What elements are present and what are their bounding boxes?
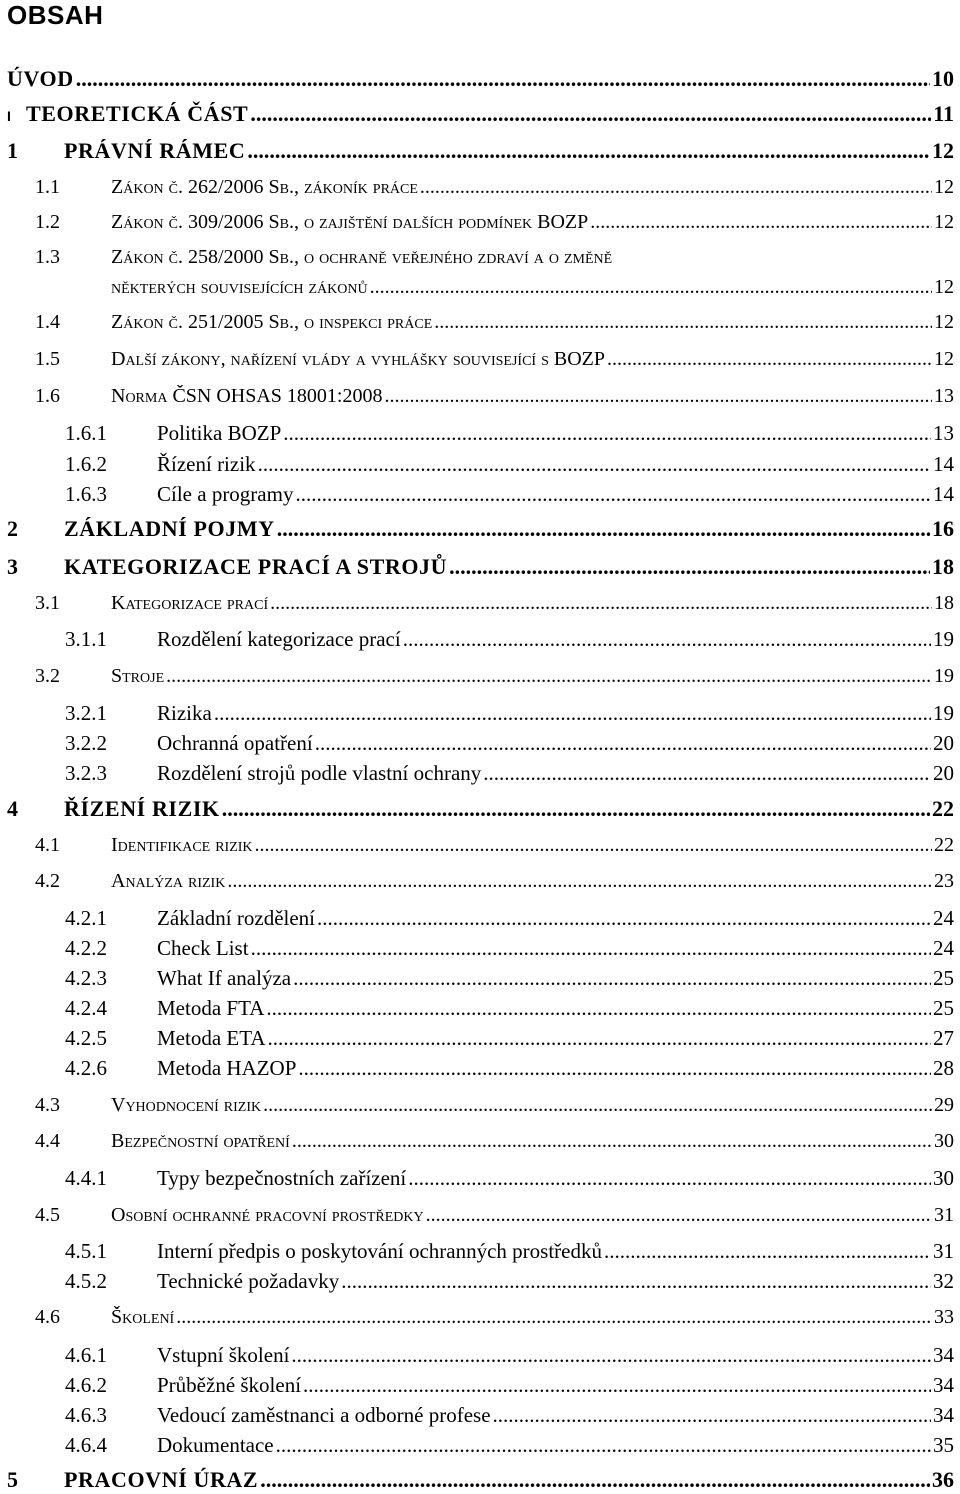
toc-leader-dots (283, 421, 931, 446)
toc-leader-dots (268, 1026, 931, 1051)
toc-page-number: 12 (934, 276, 954, 298)
toc-entry[interactable] (7, 516, 954, 542)
toc-number: 4.4 (35, 1130, 60, 1152)
toc-title: Metoda HAZOP (157, 1056, 297, 1080)
toc-entry[interactable] (65, 1056, 954, 1081)
toc-number: 3.2.1 (65, 701, 107, 725)
toc-number: I (7, 108, 11, 124)
toc-title: Stroje (111, 665, 165, 687)
toc-leader-dots (266, 996, 931, 1021)
toc-title: PRÁVNÍ RÁMEC (64, 138, 246, 163)
toc-page-number: 12 (934, 311, 954, 333)
toc-number: 3.2.2 (65, 731, 107, 755)
toc-leader-dots (260, 1467, 930, 1493)
toc-page-number: 25 (933, 996, 954, 1020)
toc-number: 4 (7, 796, 18, 821)
toc-leader-dots (420, 176, 932, 199)
toc-title: Check List (157, 936, 249, 960)
toc-number: 4.5.1 (65, 1239, 107, 1263)
toc-number: 1.6.2 (65, 452, 107, 476)
toc-leader-dots (276, 1433, 931, 1458)
toc-leader-dots (434, 311, 932, 334)
toc-leader-dots (604, 1239, 931, 1264)
toc-number: 1 (7, 138, 18, 163)
toc-leader-dots (250, 101, 931, 127)
toc-leader-dots (166, 665, 932, 688)
toc-entry[interactable] (65, 1403, 954, 1428)
toc-number: 4.2.4 (65, 996, 107, 1020)
toc-page-number: 23 (934, 870, 954, 892)
toc-number: 4.1 (35, 834, 60, 856)
toc-leader-dots (255, 834, 932, 857)
toc-entry[interactable] (65, 966, 954, 991)
toc-title: Rizika (157, 701, 212, 725)
toc-entry[interactable] (65, 1166, 954, 1191)
toc-number: 1.6.3 (65, 482, 107, 506)
toc-leader-dots (295, 482, 931, 507)
toc-page-number: 19 (933, 627, 954, 651)
toc-entry-continuation[interactable] (111, 276, 954, 299)
toc-title: Rozdělení strojů podle vlastní ochrany (157, 761, 482, 785)
toc-page-number: 22 (932, 796, 954, 821)
toc-title: Politika BOZP (157, 421, 282, 445)
toc-title: Zákon č. 258/2000 Sb., o ochraně veřejného zdraví a o změně (111, 246, 613, 268)
toc-page-number: 13 (933, 421, 954, 445)
toc-entry[interactable] (35, 1130, 954, 1153)
toc-leader-dots (449, 554, 930, 580)
toc-title: Řízení rizik (157, 452, 256, 476)
toc-title: Vstupní školení (157, 1343, 290, 1367)
toc-leader-dots (277, 516, 930, 542)
toc-number: 1.2 (35, 211, 60, 233)
toc-leader-dots (258, 452, 931, 477)
toc-page-number: 30 (934, 1130, 954, 1152)
toc-number: 4.4.1 (65, 1166, 107, 1190)
toc-page-number: 16 (932, 516, 954, 541)
toc-page-number: 20 (933, 761, 954, 785)
toc-page-number: 13 (934, 385, 954, 407)
toc-number: 4.6.4 (65, 1433, 107, 1457)
toc-title: TEORETICKÁ ČÁST (26, 101, 249, 126)
toc-title: Vyhodnocení rizik (111, 1094, 262, 1116)
toc-leader-dots (247, 138, 930, 164)
toc-leader-dots (493, 1403, 931, 1428)
toc-number: 4.5.2 (65, 1269, 107, 1293)
toc-number: 1.4 (35, 311, 60, 333)
toc-leader-dots (483, 761, 931, 786)
toc-page-number: 24 (933, 936, 954, 960)
toc-entry[interactable] (7, 138, 954, 164)
toc-page-number: 12 (934, 176, 954, 198)
toc-entry[interactable] (65, 421, 954, 446)
toc-leader-dots (298, 1056, 931, 1081)
toc-number: 4.6 (35, 1306, 60, 1328)
toc-leader-dots (317, 906, 931, 931)
toc-page-number: 33 (934, 1306, 954, 1328)
toc-title: KATEGORIZACE PRACÍ A STROJŮ (64, 554, 448, 579)
toc-title: Základní rozdělení (157, 906, 316, 930)
toc-title: What If analýza (157, 966, 292, 990)
toc-number: 4.2.5 (65, 1026, 107, 1050)
toc-page-number: 24 (933, 906, 954, 930)
toc-entry[interactable] (65, 627, 954, 652)
toc-entry[interactable] (65, 452, 954, 477)
toc-number: 4.2.3 (65, 966, 107, 990)
toc-leader-dots (293, 966, 931, 991)
toc-number: 1.6 (35, 385, 60, 407)
toc-page-number: 19 (934, 665, 954, 687)
toc-leader-dots (263, 1094, 932, 1117)
toc-entry[interactable] (65, 1433, 954, 1458)
toc-leader-dots (408, 1166, 931, 1191)
toc-number: 4.6.2 (65, 1373, 107, 1397)
toc-number: 4.2 (35, 870, 60, 892)
toc-page-number: 34 (933, 1373, 954, 1397)
toc-entry[interactable] (65, 1239, 954, 1264)
toc-number: 4.5 (35, 1204, 60, 1226)
toc-number: 4.6.3 (65, 1403, 107, 1427)
toc-leader-dots (403, 627, 931, 652)
toc-title: Zákon č. 309/2006 Sb., o zajištění dalších podmínek BOZP (111, 211, 589, 233)
toc-entry[interactable] (7, 796, 954, 822)
toc-leader-dots (341, 1269, 931, 1294)
toc-leader-dots (76, 66, 930, 92)
toc-page-number: 14 (933, 452, 954, 476)
toc-leader-dots (385, 385, 933, 408)
toc-entry[interactable] (35, 211, 954, 234)
toc-title: Norma ČSN OHSAS 18001:2008 (111, 385, 383, 407)
page-title: OBSAH (7, 0, 104, 30)
toc-leader-dots (370, 276, 932, 299)
toc-title: ŘÍZENÍ RIZIK (64, 796, 220, 821)
toc-number: 4.6.1 (65, 1343, 107, 1367)
toc-entry[interactable] (35, 665, 954, 688)
toc-title: Školení (111, 1306, 175, 1328)
toc-title: některých souvisejících zákonů (111, 276, 368, 298)
toc-number: 1.1 (35, 176, 60, 198)
toc-entry[interactable] (65, 1343, 954, 1368)
toc-entry[interactable] (65, 761, 954, 786)
toc-page-number: 34 (933, 1403, 954, 1427)
toc-leader-dots (426, 1204, 932, 1227)
toc-page-number: 19 (933, 701, 954, 725)
toc-page-number: 36 (932, 1467, 954, 1492)
toc-leader-dots (222, 796, 930, 822)
toc-entry[interactable] (65, 906, 954, 931)
toc-leader-dots (214, 701, 931, 726)
toc-leader-dots (176, 1306, 932, 1329)
toc-page-number: 22 (934, 834, 954, 856)
toc-page-number: 14 (933, 482, 954, 506)
toc-page-number: 31 (934, 1204, 954, 1226)
toc-leader-dots (227, 870, 932, 893)
toc-entry[interactable] (35, 246, 954, 269)
toc-entry[interactable] (35, 348, 954, 371)
toc-page-number: 34 (933, 1343, 954, 1367)
toc-number: 2 (7, 516, 18, 541)
toc-number: 3.2 (35, 665, 60, 687)
toc-page-number: 28 (933, 1056, 954, 1080)
toc-title: Další zákony, nařízení vlády a vyhlášky související s BOZP (111, 348, 605, 370)
toc-title: Zákon č. 262/2006 Sb., zákoník práce (111, 176, 418, 198)
toc-title: Rozdělení kategorizace prací (157, 627, 401, 651)
toc-page-number: 10 (932, 66, 954, 91)
toc-page-number: 11 (933, 101, 954, 126)
toc-leader-dots (590, 211, 932, 234)
toc-title: Technické požadavky (157, 1269, 340, 1293)
toc-title: Interní předpis o poskytování ochranných prostředků (157, 1239, 602, 1263)
toc-leader-dots (292, 1130, 932, 1153)
toc-page-number: 12 (932, 138, 954, 163)
toc-number: 1.3 (35, 246, 60, 268)
toc-number: 5 (7, 1467, 18, 1492)
toc-title: Typy bezpečnostních zařízení (157, 1166, 407, 1190)
toc-page-number: 20 (933, 731, 954, 755)
toc-page-number: 12 (934, 348, 954, 370)
toc-page-number: 29 (934, 1094, 954, 1116)
toc-number: 1.6.1 (65, 421, 107, 445)
toc-title: Zákon č. 251/2005 Sb., o inspekci práce (111, 311, 433, 333)
toc-page-number: 30 (933, 1166, 954, 1190)
toc-title: ZÁKLADNÍ POJMY (64, 516, 275, 541)
toc-entry[interactable] (65, 731, 954, 756)
toc-leader-dots (251, 936, 931, 961)
toc-page-number: 18 (934, 592, 954, 614)
toc-title: Cíle a programy (157, 482, 294, 506)
toc-entry[interactable] (35, 385, 954, 408)
toc-number: 1.5 (35, 348, 60, 370)
toc-entry[interactable] (35, 1306, 954, 1329)
toc-entry[interactable] (7, 101, 954, 127)
toc-title: Metoda ETA (157, 1026, 266, 1050)
toc-title: Metoda FTA (157, 996, 265, 1020)
toc-page-number: 31 (933, 1239, 954, 1263)
toc-entry[interactable] (35, 311, 954, 334)
toc-number: 3 (7, 554, 18, 579)
toc-number: 3.1.1 (65, 627, 107, 651)
toc-number: 4.3 (35, 1094, 60, 1116)
toc-number: 4.2.2 (65, 936, 107, 960)
toc-leader-dots (270, 592, 932, 615)
toc-title: PRACOVNÍ ÚRAZ (64, 1467, 259, 1492)
toc-title: Bezpečnostní opatření (111, 1130, 290, 1152)
toc-page-number: 32 (933, 1269, 954, 1293)
toc-title: Identifikace rizik (111, 834, 253, 856)
toc-entry[interactable] (65, 1269, 954, 1294)
toc-entry[interactable] (65, 996, 954, 1021)
toc-title: Osobní ochranné pracovní prostředky (111, 1204, 424, 1226)
toc-title: Analýza rizik (111, 870, 226, 892)
toc-entry[interactable] (35, 834, 954, 857)
toc-entry[interactable] (35, 592, 954, 615)
toc-leader-dots (315, 731, 931, 756)
toc-entry[interactable] (35, 870, 954, 893)
toc-entry[interactable] (35, 176, 954, 199)
toc-leader-dots (607, 348, 932, 371)
toc-entry[interactable] (35, 1094, 954, 1117)
toc-entry[interactable] (65, 701, 954, 726)
toc-title: Průběžné školení (157, 1373, 302, 1397)
toc-title: Dokumentace (157, 1433, 274, 1457)
toc-title: Kategorizace prací (111, 592, 269, 614)
toc-entry[interactable] (7, 66, 954, 92)
toc-number: 4.2.1 (65, 906, 107, 930)
toc-page-number: 35 (933, 1433, 954, 1457)
toc-leader-dots (303, 1373, 931, 1398)
toc-page-number: 12 (934, 211, 954, 233)
toc-entry[interactable] (7, 1467, 954, 1493)
toc-leader-dots (291, 1343, 931, 1368)
toc-number: 3.1 (35, 592, 60, 614)
toc-entry[interactable] (35, 1204, 954, 1227)
toc-entry[interactable] (7, 554, 954, 580)
toc-title: ÚVOD (7, 66, 74, 91)
toc-entry[interactable] (65, 936, 954, 961)
toc-entry[interactable] (65, 1373, 954, 1398)
toc-title: Ochranná opatření (157, 731, 313, 755)
toc-page-number: 18 (932, 554, 954, 579)
toc-entry[interactable] (65, 482, 954, 507)
toc-page-number: 25 (933, 966, 954, 990)
toc-number: 4.2.6 (65, 1056, 107, 1080)
toc-entry[interactable] (65, 1026, 954, 1051)
toc-title: Vedoucí zaměstnanci a odborné profese (157, 1403, 491, 1427)
toc-number: 3.2.3 (65, 761, 107, 785)
toc-page-number: 27 (933, 1026, 954, 1050)
